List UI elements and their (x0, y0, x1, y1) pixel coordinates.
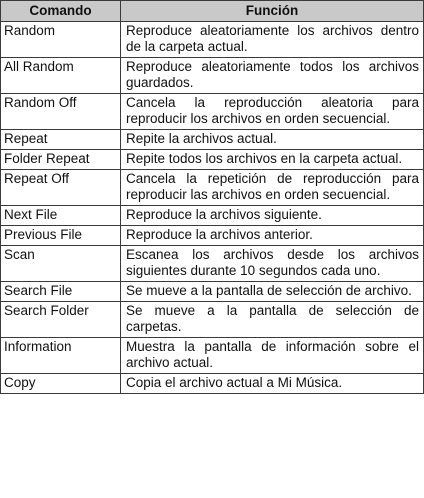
table-row (1, 130, 424, 150)
table-body (1, 22, 424, 394)
command-cell: Random (1, 22, 121, 58)
command-cell: Folder Repeat (1, 150, 121, 170)
function-cell: Cancela la reproducción aleatoria para reproducir los archivos en orden secuencial. (121, 94, 424, 130)
command-cell: Random Off (1, 94, 121, 130)
command-cell: Next File (1, 206, 121, 226)
function-cell: Se mueve a la pantalla de selección de archivo. (121, 282, 424, 302)
table-row (1, 246, 424, 282)
command-cell: Search Folder (1, 302, 121, 338)
table-row (1, 282, 424, 302)
function-cell: Reproduce aleatoriamente los archivos dentro de la carpeta actual. (121, 22, 424, 58)
command-cell: Search File (1, 282, 121, 302)
header-command: Comando (1, 1, 121, 22)
table-row (1, 94, 424, 130)
header-function: Función (121, 1, 424, 22)
command-cell: Copy (1, 374, 121, 394)
command-cell: All Random (1, 58, 121, 94)
table-row (1, 226, 424, 246)
command-cell: Repeat Off (1, 170, 121, 206)
function-cell: Reproduce aleatoriamente todos los archivos guardados. (121, 58, 424, 94)
table-row (1, 302, 424, 338)
function-cell: Repite la archivos actual. (121, 130, 424, 150)
function-cell: Reproduce la archivos siguiente. (121, 206, 424, 226)
function-cell: Repite todos los archivos en la carpeta actual. (121, 150, 424, 170)
function-cell: Cancela la repetición de reproducción para reproducir las archivos en orden secuencial. (121, 170, 424, 206)
table-row (1, 22, 424, 58)
function-cell: Reproduce la archivos anterior. (121, 226, 424, 246)
command-cell: Previous File (1, 226, 121, 246)
table-row (1, 206, 424, 226)
table-row (1, 374, 424, 394)
table-row (1, 58, 424, 94)
function-cell: Escanea los archivos desde los archivos siguientes durante 10 segundos cada uno. (121, 246, 424, 282)
table-header (1, 1, 424, 22)
table-row (1, 338, 424, 374)
table-row (1, 150, 424, 170)
table-row (1, 170, 424, 206)
function-cell: Se mueve a la pantalla de selección de carpetas. (121, 302, 424, 338)
command-cell: Scan (1, 246, 121, 282)
function-cell: Copia el archivo actual a Mi Música. (121, 374, 424, 394)
command-cell: Information (1, 338, 121, 374)
header-row (1, 1, 424, 22)
function-cell: Muestra la pantalla de información sobre el archivo actual. (121, 338, 424, 374)
command-cell: Repeat (1, 130, 121, 150)
